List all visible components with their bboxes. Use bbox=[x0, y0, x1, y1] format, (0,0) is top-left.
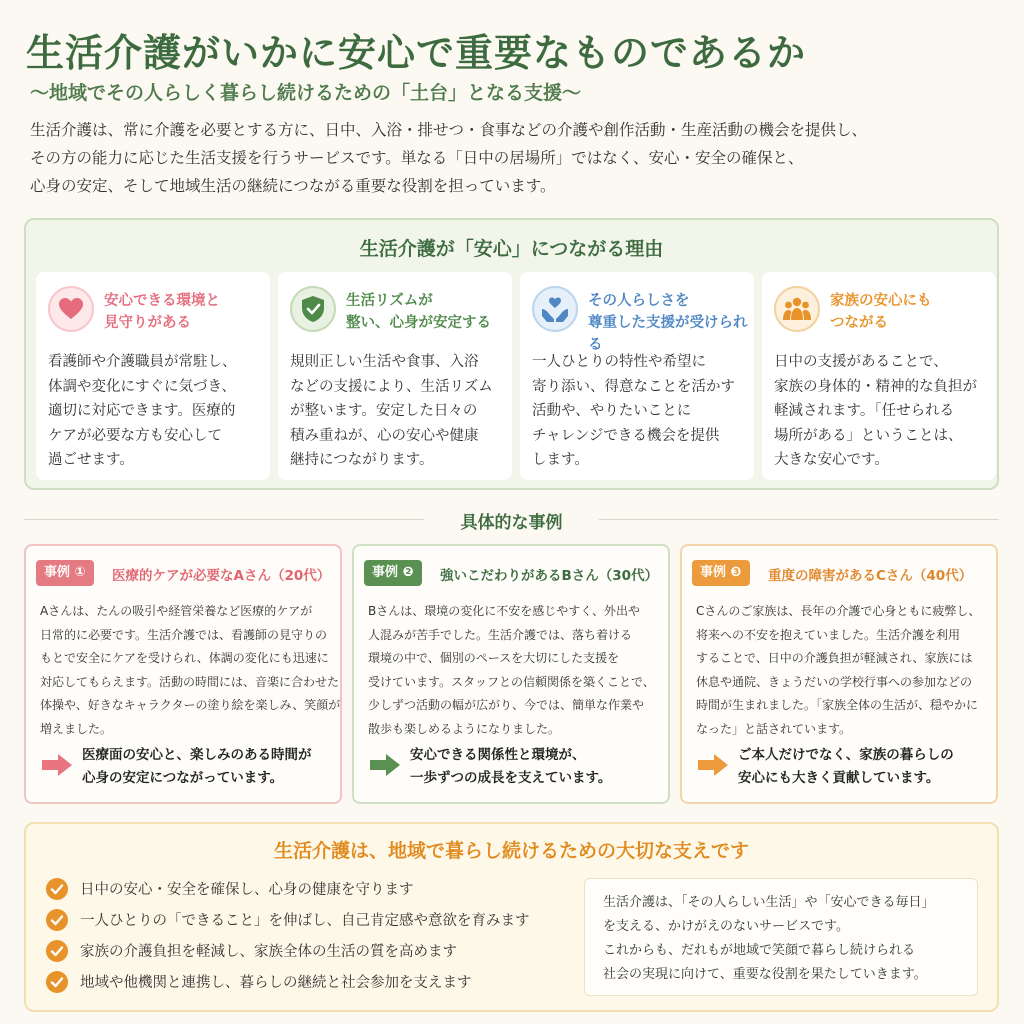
case-conclusion-line: 心身の安定につながっています。 bbox=[82, 770, 284, 786]
reason-body-line: 寄り添い、得意なことを活かす bbox=[532, 378, 735, 395]
summary-point-text: 家族の介護負担を軽減し、家族全体の生活の質を高めます bbox=[80, 944, 457, 960]
case-body-line: 日常的に必要です。生活介護では、看護師の見守りの bbox=[40, 627, 328, 642]
reason-body-line: 一人ひとりの特性や希望に bbox=[532, 354, 706, 370]
case-body-line: 休息や通院、きょうだいの学校行事への参加などの bbox=[696, 674, 973, 689]
reason-body-line: 活動や、やりたいことに bbox=[532, 403, 692, 419]
case-badge: 事例 ❸ bbox=[692, 560, 750, 586]
reason-body-line: 積み重ねが、心の安心や健康 bbox=[290, 427, 479, 444]
reason-body-line: 規則正しい生活や食事、入浴 bbox=[290, 354, 479, 370]
page-title: 生活介護がいかに安心で重要なものであるか bbox=[26, 31, 807, 75]
reason-heading bbox=[104, 290, 266, 334]
reason-body-line: 過ごせます。 bbox=[48, 452, 134, 468]
summary-message-line: これからも、だれもが地域で笑顔で暮らし続けられる bbox=[603, 943, 916, 958]
reason-body-line: が整います。安定した日々の bbox=[290, 403, 478, 419]
check-circle-icon bbox=[46, 878, 68, 900]
reasons-title: 生活介護が「安心」につながる理由 bbox=[359, 238, 664, 260]
cases-title: 具体的な事例 bbox=[460, 513, 563, 533]
family-icon bbox=[774, 286, 820, 332]
case-card-a bbox=[24, 544, 342, 804]
check-circle-icon bbox=[46, 909, 68, 931]
reason-heading-line: 生活リズムが bbox=[346, 293, 433, 309]
case-heading: 医療的ケアが必要なAさん（20代） bbox=[112, 568, 331, 584]
summary-point-text: 一人ひとりの「できること」を伸ばし、自己肯定感や意欲を育みます bbox=[80, 913, 530, 929]
arrow-right-icon bbox=[698, 754, 728, 776]
reason-body-line: 適切に対応できます。医療的 bbox=[48, 403, 236, 419]
reason-body bbox=[532, 350, 747, 473]
hands-heart-icon bbox=[532, 286, 578, 332]
case-body-line: なった」と話されています。 bbox=[696, 721, 852, 736]
heart-icon bbox=[48, 286, 94, 332]
arrow-right-icon bbox=[42, 754, 72, 776]
intro-line: 生活介護は、常に介護を必要とする方に、日中、入浴・排せつ・食事などの介護や創作活動・生産活動の機会を提供し、 bbox=[30, 121, 868, 139]
intro-line: 心身の安定、そして地域生活の継続につながる重要な役割を担っています。 bbox=[30, 177, 556, 195]
reason-heading-line: つながる bbox=[830, 315, 888, 331]
case-body-line: Cさんのご家族は、長年の介護で心身ともに疲弊し、 bbox=[696, 604, 981, 618]
summary-point bbox=[46, 907, 586, 931]
summary-point bbox=[46, 969, 586, 993]
reason-heading-line: 整い、心身が安定する bbox=[346, 315, 491, 331]
reason-card-environment bbox=[36, 272, 270, 480]
summary-point bbox=[46, 876, 586, 900]
case-body-line: することで、日中の介護負担が軽減され、家族には bbox=[696, 651, 973, 665]
reason-heading bbox=[830, 290, 992, 334]
case-conclusion-line: 一歩ずつの成長を支えています。 bbox=[410, 770, 612, 786]
reason-body-line: 看護師や介護職員が常駐し、 bbox=[48, 354, 237, 370]
case-body bbox=[368, 600, 668, 741]
summary-section bbox=[24, 822, 999, 1012]
reason-heading bbox=[588, 290, 750, 356]
case-conclusion-line: 安心にも大きく貢献しています。 bbox=[738, 770, 940, 786]
reason-heading-line: 尊重した支援が受けられる bbox=[588, 315, 748, 353]
case-card-b bbox=[352, 544, 670, 804]
case-body-line: 体操や、好きなキャラクターの塗り絵を楽しみ、笑顔が bbox=[40, 698, 341, 712]
case-body-line: Aさんは、たんの吸引や経管栄養など医療的ケアが bbox=[40, 604, 313, 618]
page-subtitle: 〜地域でその人らしく暮らし続けるための「土台」となる支援〜 bbox=[30, 82, 582, 104]
summary-point-text: 日中の安心・安全を確保し、心身の健康を守ります bbox=[80, 882, 414, 898]
reason-body-line: 軽減されます。「任せられる bbox=[774, 403, 955, 419]
reason-card-individuality bbox=[520, 272, 754, 480]
case-body-line: 受けています。スタッフとの信頼関係を築くことで、 bbox=[368, 674, 655, 689]
intro-text bbox=[30, 116, 990, 200]
case-heading: 強いこだわりがあるBさん（30代） bbox=[440, 568, 659, 584]
case-card-c bbox=[680, 544, 998, 804]
summary-point bbox=[46, 938, 586, 962]
reason-heading-line: 家族の安心にも bbox=[830, 293, 932, 309]
shield-check-icon bbox=[290, 286, 336, 332]
case-conclusion-line: 医療面の安心と、楽しみのある時間が bbox=[82, 747, 312, 763]
case-heading: 重度の障害があるCさん（40代） bbox=[768, 568, 973, 584]
case-conclusion bbox=[82, 744, 340, 790]
case-body-line: 散歩も楽しめるようになりました。 bbox=[368, 721, 561, 736]
case-body bbox=[696, 600, 996, 741]
summary-message-line: を支える、かけがえのないサービスです。 bbox=[603, 919, 849, 934]
arrow-right-icon bbox=[370, 754, 400, 776]
summary-point-text: 地域や他機関と連携し、暮らしの継続と社会参加を支えます bbox=[80, 975, 472, 991]
case-body-line: 環境の中で、個別のペースを大切にした支援を bbox=[368, 651, 620, 665]
reason-heading-line: 見守りがある bbox=[104, 315, 191, 331]
case-body-line: 少しずつ活動の幅が広がり、今では、簡単な作業や bbox=[368, 698, 645, 712]
reason-card-family bbox=[762, 272, 996, 480]
reason-body bbox=[48, 350, 263, 473]
summary-title: 生活介護は、地域で暮らし続けるための大切な支えです bbox=[273, 840, 749, 862]
reason-body-line: 大きな安心です。 bbox=[774, 452, 889, 468]
check-circle-icon bbox=[46, 971, 68, 993]
check-circle-icon bbox=[46, 940, 68, 962]
case-body-line: 対応してもらえます。活動の時間には、音楽に合わせた bbox=[40, 674, 340, 689]
intro-line: その方の能力に応じた生活支援を行うサービスです。単なる「日中の居場所」ではなく、安心・安全の確保と、 bbox=[30, 149, 804, 167]
reason-heading-line: その人らしさを bbox=[588, 293, 690, 309]
case-body-line: 時間が生まれました。「家族全体の生活が、穏やかに bbox=[696, 698, 979, 712]
case-conclusion-line: ご本人だけでなく、家族の暮らしの bbox=[738, 747, 954, 763]
case-body-line: 増えました。 bbox=[40, 721, 113, 736]
reason-card-rhythm bbox=[278, 272, 512, 480]
reason-body-line: チャレンジできる機会を提供 bbox=[532, 427, 720, 444]
reason-heading-line: 安心できる環境と bbox=[104, 293, 220, 309]
summary-message-line: 社会の実現に向けて、重要な役割を果たしていきます。 bbox=[603, 967, 927, 982]
reason-heading bbox=[346, 290, 508, 334]
case-body-line: 将来への不安を抱えていました。生活介護を利用 bbox=[696, 627, 961, 642]
reason-body-line: します。 bbox=[532, 452, 589, 468]
reason-body-line: 家族の身体的・精神的な負担が bbox=[774, 378, 977, 395]
summary-message-box bbox=[584, 878, 978, 996]
reason-body-line: などの支援により、生活リズム bbox=[290, 378, 493, 395]
reason-body bbox=[774, 350, 989, 473]
case-body bbox=[40, 600, 340, 741]
case-body-line: Bさんは、環境の変化に不安を感じやすく、外出や bbox=[368, 604, 640, 618]
case-badge: 事例 ① bbox=[36, 560, 94, 586]
reasons-section bbox=[24, 218, 999, 490]
case-conclusion bbox=[410, 744, 668, 790]
reason-body bbox=[290, 350, 505, 473]
cases-header bbox=[24, 508, 999, 533]
case-conclusion bbox=[738, 744, 996, 790]
reason-body-line: 日中の支援があることで、 bbox=[774, 354, 948, 370]
case-conclusion-line: 安心できる関係性と環境が、 bbox=[410, 747, 586, 763]
reason-body-line: 継持につながります。 bbox=[290, 452, 434, 468]
reason-body-line: ケアが必要な方も安心して bbox=[48, 427, 222, 444]
reason-body-line: 体調や変化にすぐに気づき、 bbox=[48, 378, 236, 395]
case-body-line: もとで安全にケアを受けられ、体調の変化にも迅速に bbox=[40, 651, 329, 665]
reason-body-line: 場所がある」ということは、 bbox=[774, 427, 963, 444]
case-badge: 事例 ❷ bbox=[364, 560, 422, 586]
summary-message-line: 生活介護は、「その人らしい生活」や「安心できる毎日」 bbox=[603, 895, 935, 910]
case-body-line: 人混みが苦手でした。生活介護では、落ち着ける bbox=[368, 627, 633, 642]
